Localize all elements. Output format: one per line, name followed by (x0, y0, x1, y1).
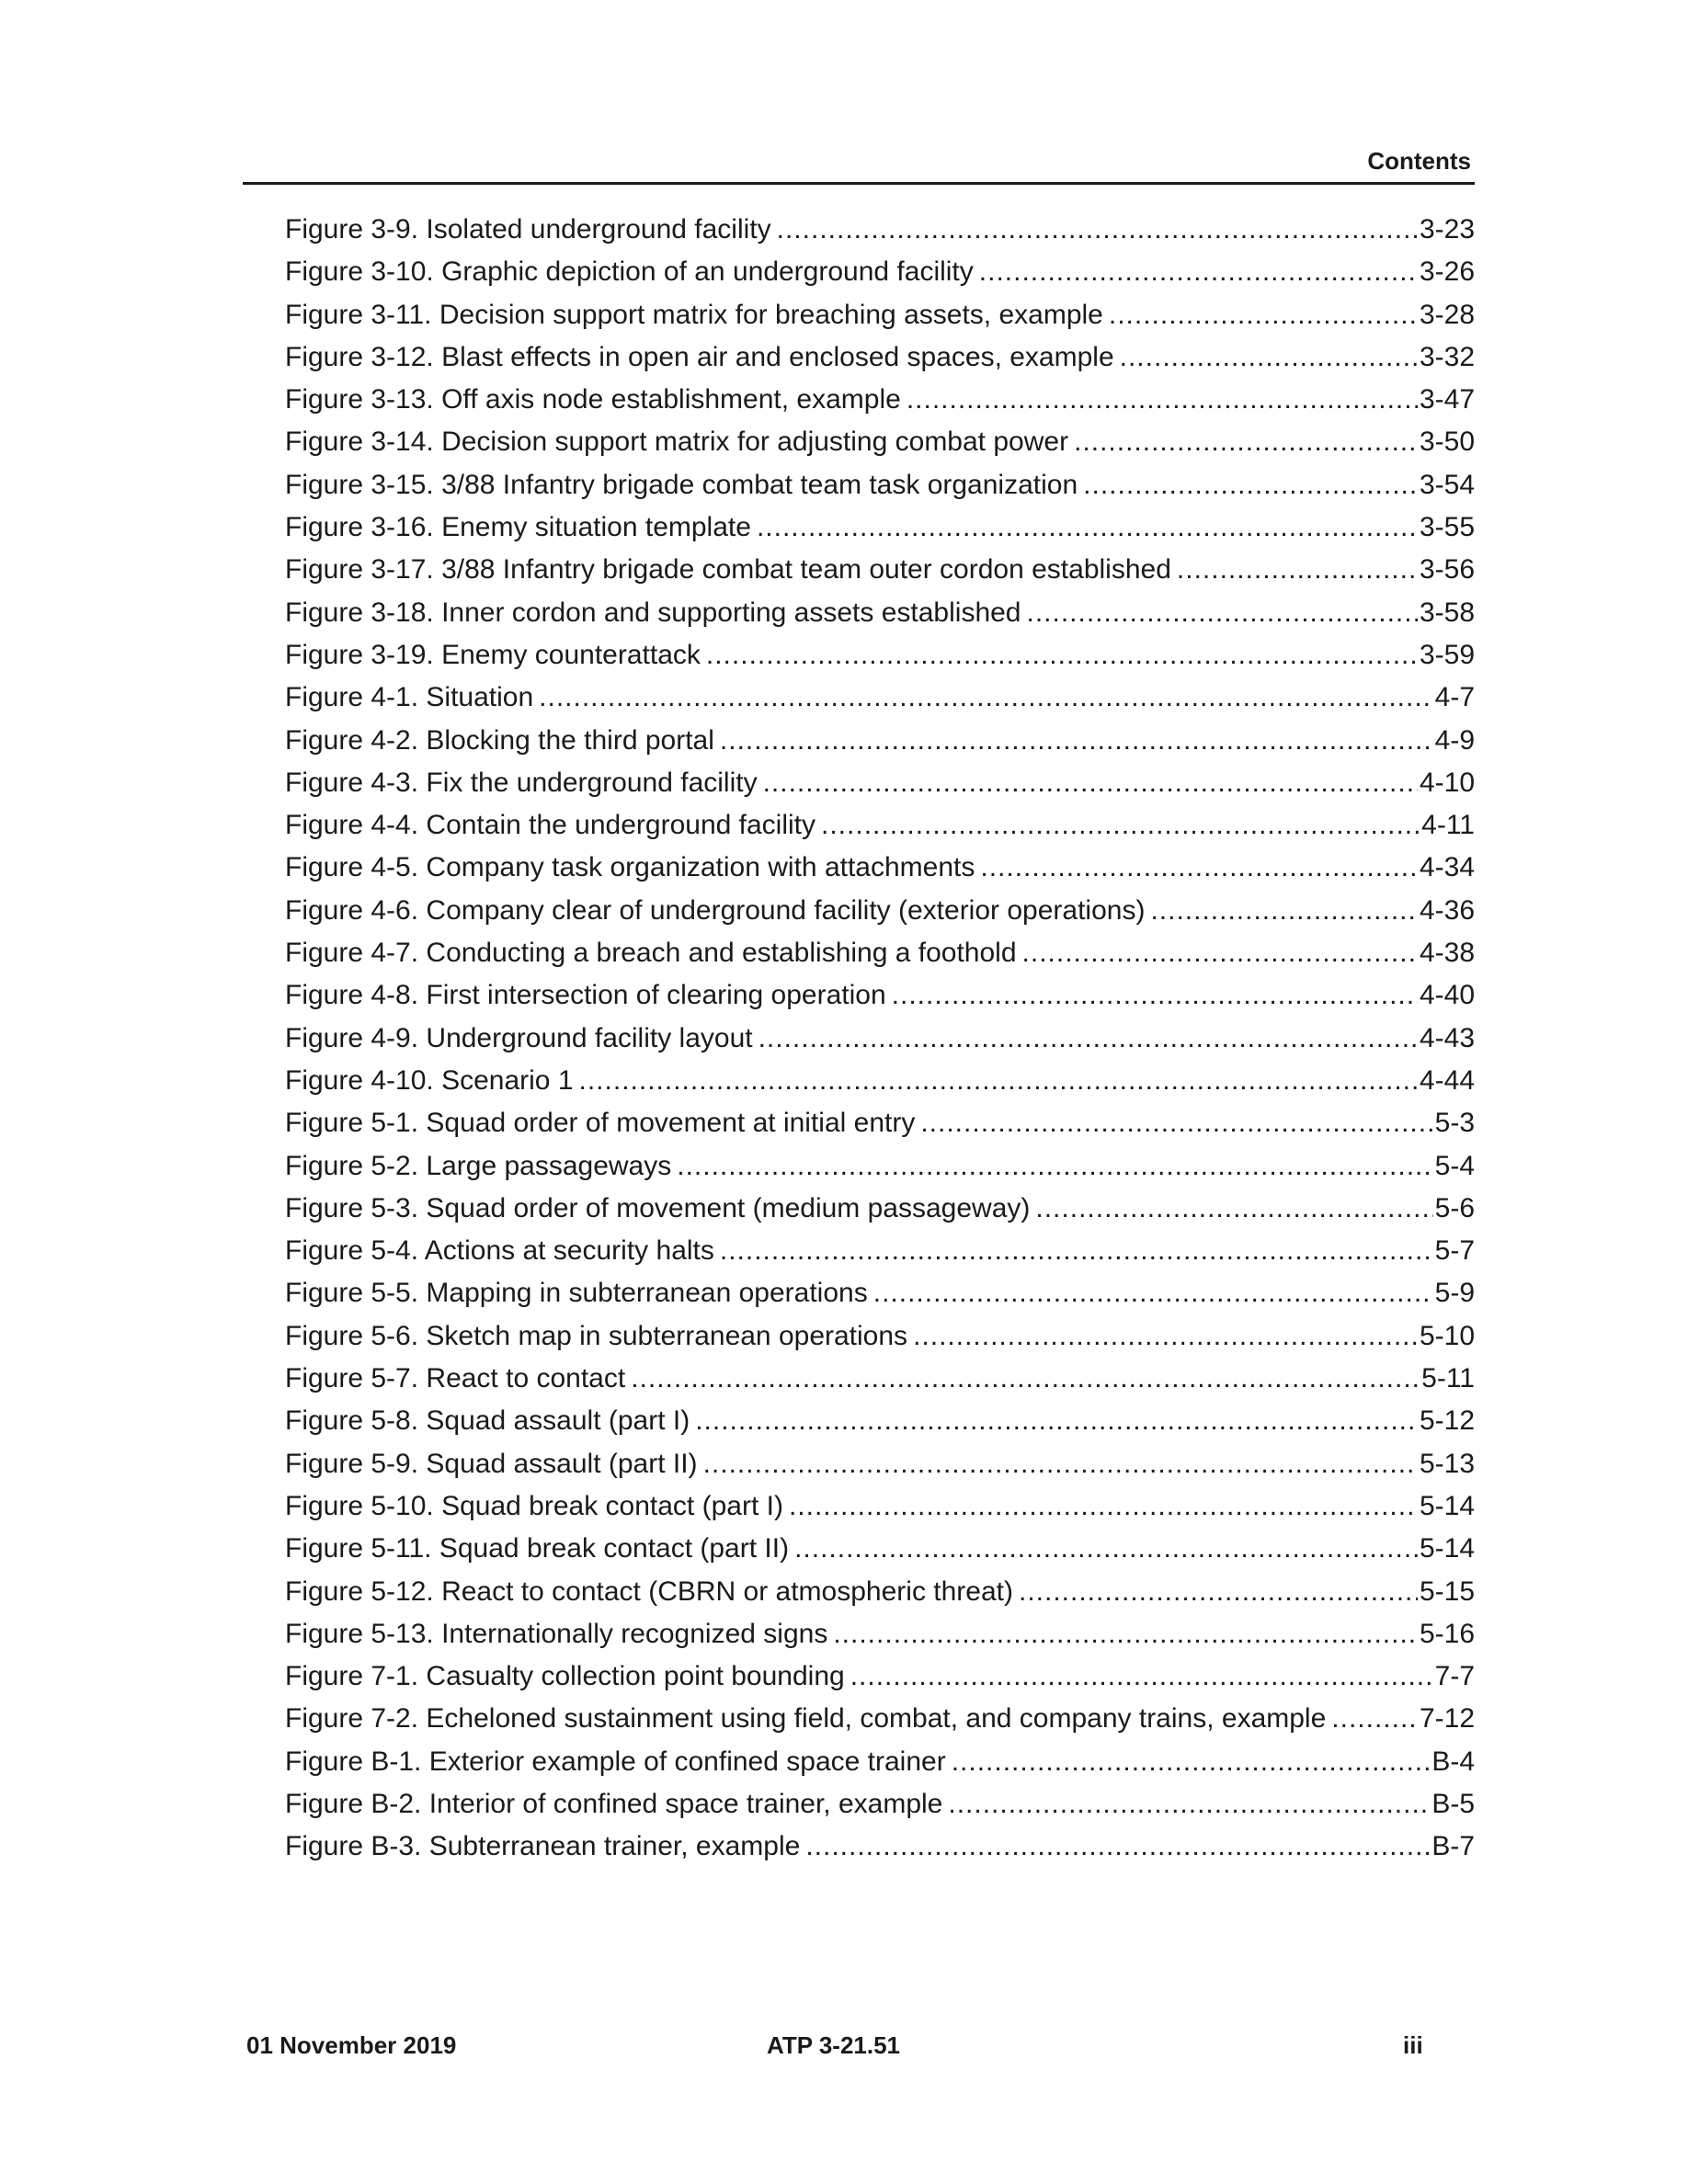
toc-entry[interactable] (285, 552, 1475, 594)
toc-entry-page: 5-16 (1419, 1618, 1475, 1649)
toc-entry-page: 5-7 (1434, 1235, 1475, 1267)
toc-dot-leader (1150, 893, 1418, 929)
header-title: Contents (1367, 147, 1471, 175)
toc-entry-page: 4-43 (1419, 1022, 1475, 1053)
toc-entry-label: Figure 5-1. Squad order of movement at initial entry (285, 1105, 918, 1142)
toc-entry-page: 7-7 (1434, 1661, 1475, 1692)
toc-entry-label: Figure B-1. Exterior example of confined space trainer (285, 1744, 950, 1780)
toc-dot-leader (758, 1020, 1418, 1057)
toc-entry-label: Figure 4-9. Underground facility layout (285, 1020, 757, 1057)
toc-entry-label: Figure 5-2. Large passageways (285, 1148, 675, 1185)
toc-entry-label: Figure 3-9. Isolated underground facility (285, 211, 775, 248)
toc-entry-page: 3-59 (1419, 639, 1475, 670)
toc-entry[interactable] (285, 807, 1475, 849)
toc-entry-label: Figure 4-7. Conducting a breach and establishing a foothold (285, 935, 1021, 972)
toc-entry[interactable] (285, 297, 1475, 339)
toc-dot-leader (757, 509, 1418, 546)
toc-entry[interactable] (285, 381, 1475, 424)
toc-dot-leader (763, 765, 1418, 802)
toc-entry-label: Figure 5-9. Squad assault (part II) (285, 1446, 701, 1483)
toc-entry-label: Figure 5-5. Mapping in subterranean operations (285, 1275, 872, 1312)
toc-entry-page: 4-11 (1421, 810, 1475, 841)
toc-entry[interactable] (285, 1020, 1475, 1063)
toc-dot-leader (833, 1616, 1418, 1653)
toc-entry[interactable] (285, 1744, 1475, 1786)
toc-entry-label: Figure 4-6. Company clear of underground facility (exterior operations) (285, 893, 1148, 929)
toc-entry-page: 3-50 (1419, 427, 1475, 458)
toc-entry-label: Figure 5-10. Squad break contact (part I) (285, 1488, 787, 1525)
toc-entry-page: 3-55 (1419, 512, 1475, 543)
toc-entry[interactable] (285, 849, 1475, 892)
toc-dot-leader (539, 679, 1432, 716)
toc-entry[interactable] (285, 1190, 1475, 1233)
toc-entry-label: Figure 3-13. Off axis node establishment, example (285, 381, 905, 418)
toc-entry[interactable] (285, 1318, 1475, 1360)
toc-entry-label: Figure 4-8. First intersection of clearing operation (285, 977, 890, 1014)
toc-entry-label: Figure 4-5. Company task organization with attachments (285, 849, 978, 886)
toc-dot-leader (1109, 297, 1418, 334)
toc-dot-leader (1035, 1190, 1432, 1227)
toc-entry[interactable] (285, 1574, 1475, 1616)
toc-entry-label: Figure B-3. Subterranean trainer, example (285, 1828, 804, 1865)
toc-entry-page: 3-28 (1419, 299, 1475, 330)
toc-entry-page: 7-12 (1419, 1703, 1475, 1735)
toc-dot-leader (948, 1786, 1430, 1823)
toc-entry[interactable] (285, 722, 1475, 765)
toc-entry[interactable] (285, 1403, 1475, 1445)
toc-entry-label: Figure 4-4. Contain the underground facility (285, 807, 819, 844)
toc-entry-label: Figure 4-10. Scenario 1 (285, 1063, 577, 1099)
toc-entry-label: Figure 3-16. Enemy situation template (285, 509, 755, 546)
toc-entry-page: 5-13 (1419, 1448, 1475, 1479)
toc-dot-leader (1027, 595, 1418, 631)
toc-dot-leader (1022, 935, 1418, 972)
toc-entry-page: 3-23 (1419, 214, 1475, 245)
toc-entry-label: Figure 3-17. 3/88 Infantry brigade combat team outer cordon established (285, 552, 1175, 588)
toc-entry-label: Figure 5-4. Actions at security halts (285, 1233, 718, 1269)
table-of-figures (285, 211, 1475, 1871)
toc-dot-leader (920, 1105, 1432, 1142)
toc-dot-leader (631, 1360, 1420, 1397)
toc-entry-label: Figure 3-12. Blast effects in open air and enclosed spaces, example (285, 339, 1118, 376)
toc-entry-label: Figure 5-6. Sketch map in subterranean operations (285, 1318, 911, 1355)
toc-dot-leader (1120, 339, 1418, 376)
toc-dot-leader (821, 807, 1420, 844)
page-footer (243, 2031, 1475, 2065)
toc-entry-label: Figure 5-11. Squad break contact (part II) (285, 1530, 793, 1567)
toc-dot-leader (695, 1403, 1418, 1439)
toc-dot-leader (805, 1828, 1430, 1865)
toc-dot-leader (789, 1488, 1418, 1525)
toc-entry-page: 5-3 (1434, 1108, 1475, 1139)
toc-dot-leader (579, 1063, 1418, 1099)
toc-entry[interactable] (285, 1275, 1475, 1317)
toc-entry[interactable] (285, 1786, 1475, 1828)
toc-entry-label: Figure 7-1. Casualty collection point bounding (285, 1658, 849, 1695)
toc-dot-leader (720, 722, 1433, 759)
toc-entry-page: B-5 (1431, 1788, 1475, 1819)
toc-entry[interactable] (285, 254, 1475, 296)
toc-dot-leader (979, 254, 1418, 290)
toc-entry-page: 3-47 (1419, 384, 1475, 415)
toc-entry[interactable] (285, 1488, 1475, 1530)
toc-entry-label: Figure 5-8. Squad assault (part I) (285, 1403, 693, 1439)
toc-entry-page: 4-7 (1434, 682, 1475, 713)
toc-entry-label: Figure B-2. Interior of confined space trainer, example (285, 1786, 946, 1823)
toc-entry-label: Figure 3-19. Enemy counterattack (285, 637, 704, 674)
toc-entry[interactable] (285, 211, 1475, 254)
footer-page-number: iii (1403, 2031, 1423, 2059)
toc-entry[interactable] (285, 339, 1475, 381)
toc-entry-label: Figure 3-14. Decision support matrix for adjusting combat power (285, 424, 1072, 461)
page-header (243, 145, 1475, 185)
toc-entry-page: 5-14 (1419, 1490, 1475, 1521)
toc-dot-leader (1331, 1701, 1418, 1737)
toc-dot-leader (952, 1744, 1431, 1780)
toc-entry-page: 4-36 (1419, 894, 1475, 926)
toc-entry-page: 4-9 (1434, 724, 1475, 756)
toc-entry-page: 4-34 (1419, 852, 1475, 883)
toc-entry[interactable] (285, 893, 1475, 935)
toc-entry-page: 4-40 (1419, 980, 1475, 1011)
toc-entry-page: 3-58 (1419, 597, 1475, 628)
toc-entry[interactable] (285, 1105, 1475, 1147)
toc-entry[interactable] (285, 1828, 1475, 1871)
toc-entry[interactable] (285, 1701, 1475, 1743)
toc-dot-leader (1083, 467, 1418, 504)
toc-dot-leader (873, 1275, 1433, 1312)
toc-dot-leader (703, 1446, 1418, 1483)
toc-entry[interactable] (285, 679, 1475, 722)
toc-entry[interactable] (285, 1446, 1475, 1488)
toc-entry[interactable] (285, 424, 1475, 466)
toc-entry-label: Figure 3-11. Decision support matrix for breaching assets, example (285, 297, 1107, 334)
toc-entry-page: B-4 (1431, 1746, 1475, 1777)
toc-entry[interactable] (285, 467, 1475, 509)
toc-entry[interactable] (285, 637, 1475, 679)
toc-entry-page: 3-56 (1419, 554, 1475, 586)
toc-entry[interactable] (285, 1360, 1475, 1403)
toc-entry-page: B-7 (1431, 1831, 1475, 1862)
toc-entry-page: 5-6 (1434, 1192, 1475, 1223)
toc-entry-label: Figure 5-3. Squad order of movement (medium passageway) (285, 1190, 1033, 1227)
toc-entry-label: Figure 7-2. Echeloned sustainment using field, combat, and company trains, example (285, 1701, 1329, 1737)
toc-entry[interactable] (285, 765, 1475, 807)
toc-entry-page: 5-15 (1419, 1575, 1475, 1607)
toc-dot-leader (677, 1148, 1432, 1185)
toc-entry-page: 5-10 (1419, 1320, 1475, 1351)
toc-entry-page: 3-26 (1419, 256, 1475, 288)
toc-entry-page: 4-38 (1419, 938, 1475, 969)
toc-dot-leader (1074, 424, 1418, 461)
toc-entry-label: Figure 5-7. React to contact (285, 1360, 629, 1397)
toc-entry-page: 3-32 (1419, 341, 1475, 372)
toc-entry-label: Figure 4-1. Situation (285, 679, 537, 716)
toc-entry-page: 3-54 (1419, 469, 1475, 500)
toc-entry-label: Figure 3-10. Graphic depiction of an underground facility (285, 254, 977, 290)
toc-entry-page: 5-14 (1419, 1533, 1475, 1564)
toc-dot-leader (794, 1530, 1418, 1567)
toc-entry[interactable] (285, 1658, 1475, 1701)
toc-entry-page: 4-10 (1419, 767, 1475, 798)
toc-entry[interactable] (285, 509, 1475, 552)
toc-entry[interactable] (285, 1148, 1475, 1190)
toc-dot-leader (907, 381, 1418, 418)
toc-entry-label: Figure 4-2. Blocking the third portal (285, 722, 718, 759)
toc-dot-leader (1177, 552, 1418, 588)
toc-entry[interactable] (285, 1616, 1475, 1658)
toc-entry[interactable] (285, 1063, 1475, 1105)
toc-entry[interactable] (285, 1233, 1475, 1275)
toc-entry-page: 5-9 (1434, 1278, 1475, 1309)
toc-dot-leader (720, 1233, 1433, 1269)
toc-dot-leader (913, 1318, 1418, 1355)
toc-entry-page: 5-12 (1419, 1405, 1475, 1437)
toc-entry[interactable] (285, 977, 1475, 1019)
footer-document-id: ATP 3-21.51 (767, 2031, 901, 2059)
toc-dot-leader (850, 1658, 1433, 1695)
toc-entry-page: 4-44 (1419, 1064, 1475, 1096)
footer-date: 01 November 2019 (246, 2031, 457, 2059)
toc-dot-leader (706, 637, 1418, 674)
toc-entry[interactable] (285, 1530, 1475, 1573)
toc-entry-label: Figure 5-12. React to contact (CBRN or atmospheric threat) (285, 1574, 1017, 1610)
toc-dot-leader (1019, 1574, 1418, 1610)
toc-entry-label: Figure 3-15. 3/88 Infantry brigade combat team task organization (285, 467, 1081, 504)
toc-entry-label: Figure 5-13. Internationally recognized signs (285, 1616, 831, 1653)
toc-dot-leader (777, 211, 1418, 248)
toc-entry-page: 5-11 (1421, 1363, 1475, 1394)
toc-entry-label: Figure 3-18. Inner cordon and supporting assets established (285, 595, 1025, 631)
toc-entry[interactable] (285, 595, 1475, 637)
toc-dot-leader (980, 849, 1418, 886)
toc-entry-label: Figure 4-3. Fix the underground facility (285, 765, 761, 802)
toc-entry[interactable] (285, 935, 1475, 977)
toc-entry-page: 5-4 (1434, 1150, 1475, 1181)
toc-dot-leader (892, 977, 1418, 1014)
